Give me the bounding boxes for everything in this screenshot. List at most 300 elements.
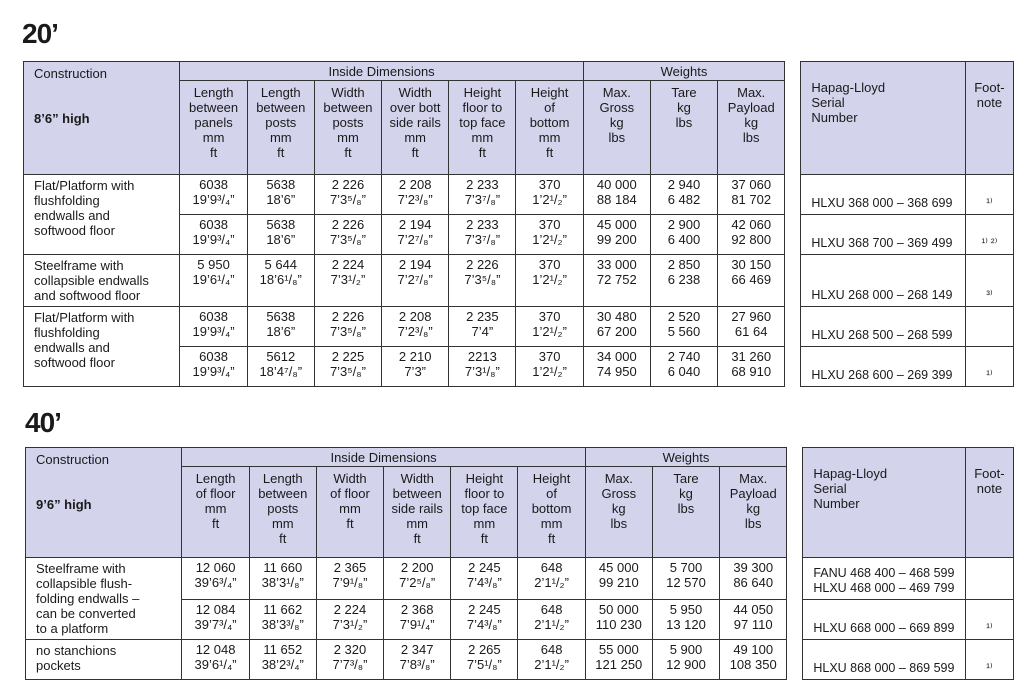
text-line: between bbox=[256, 100, 306, 115]
value-metric: 2 320 bbox=[333, 642, 367, 657]
text-line: Height bbox=[465, 471, 504, 486]
value-metric: 11 652 bbox=[263, 642, 303, 657]
value-metric: 5 700 bbox=[669, 560, 703, 575]
value-cell bbox=[180, 347, 247, 387]
value-metric: 45 000 bbox=[598, 560, 639, 575]
text-line: lbs bbox=[677, 501, 695, 516]
value-metric: 2 740 bbox=[667, 349, 701, 364]
text-line: softwood floor bbox=[34, 223, 115, 238]
value-metric: 2 245 bbox=[468, 602, 501, 617]
value-metric: 2 520 bbox=[667, 309, 701, 324]
value-imperial: 7’3” bbox=[404, 364, 427, 379]
value-cell bbox=[718, 255, 785, 307]
text-line: mm bbox=[202, 130, 225, 145]
serial-cell bbox=[803, 640, 965, 680]
serial-number: FANU 468 400 – 468 599 bbox=[813, 566, 955, 580]
value-cell bbox=[720, 600, 787, 640]
value-metric: 2 210 bbox=[398, 349, 432, 364]
value-metric: 2 194 bbox=[398, 257, 432, 272]
text-line: bottom bbox=[531, 501, 572, 516]
text-line: ft bbox=[478, 145, 486, 160]
value-imperial: 39’6¹/₄” bbox=[194, 657, 237, 672]
column-header bbox=[180, 81, 247, 175]
text-line: Steelframe with bbox=[34, 258, 124, 273]
value-metric: 2 226 bbox=[331, 177, 365, 192]
text-line: Number bbox=[813, 496, 860, 511]
text-line: Steelframe with bbox=[36, 561, 126, 576]
value-imperial: 7’2³/₈” bbox=[397, 192, 433, 207]
value-metric: 2 940 bbox=[667, 177, 701, 192]
value-imperial: 18’4⁷/₈” bbox=[259, 364, 303, 379]
value-cell bbox=[180, 175, 247, 215]
value-imperial: 7’2³/₈” bbox=[397, 324, 433, 339]
column-header bbox=[518, 467, 585, 558]
inside-dimensions-header: Inside Dimensions bbox=[180, 62, 583, 81]
value-imperial: 108 350 bbox=[729, 657, 777, 672]
value-imperial: 7’8³/₈” bbox=[399, 657, 435, 672]
value-imperial: 1’2¹/₂” bbox=[532, 324, 567, 339]
text-line: mm bbox=[473, 516, 496, 531]
value-imperial: 12 570 bbox=[666, 575, 706, 590]
value-imperial: 19’6¹/₄” bbox=[192, 272, 235, 287]
value-cell bbox=[583, 215, 650, 255]
text-line: over bott bbox=[389, 100, 441, 115]
value-cell bbox=[650, 215, 717, 255]
text-line: Height bbox=[463, 85, 502, 100]
footnote-cell: ¹⁾ ²⁾ bbox=[965, 215, 1013, 255]
value-imperial: 66 469 bbox=[731, 272, 772, 287]
construction-label: Construction bbox=[36, 452, 109, 467]
value-cell bbox=[516, 255, 583, 307]
value-imperial: 81 702 bbox=[731, 192, 772, 207]
value-metric: 5638 bbox=[266, 309, 296, 324]
table-row bbox=[26, 558, 1014, 600]
value-cell bbox=[650, 255, 717, 307]
value-cell bbox=[247, 307, 314, 347]
text-line: pockets bbox=[36, 658, 81, 673]
value-metric: 11 662 bbox=[263, 602, 303, 617]
value-metric: 5612 bbox=[266, 349, 296, 364]
serial-number: HLXU 468 000 – 469 799 bbox=[813, 581, 955, 595]
footnote-cell bbox=[965, 307, 1013, 347]
value-metric: 6038 bbox=[199, 309, 229, 324]
value-imperial: 92 800 bbox=[731, 232, 772, 247]
footnote-cell: ³⁾ bbox=[965, 255, 1013, 307]
section-title-40ft: 40’ bbox=[25, 407, 61, 438]
text-line: Flat/Platform with bbox=[34, 310, 135, 325]
text-line: Max. bbox=[602, 85, 631, 100]
text-line: Tare bbox=[673, 471, 699, 486]
column-header bbox=[316, 467, 383, 558]
column-header bbox=[585, 467, 652, 558]
value-metric: 31 260 bbox=[731, 349, 772, 364]
value-metric: 2 226 bbox=[331, 309, 365, 324]
value-cell bbox=[516, 175, 583, 215]
construction-type bbox=[26, 558, 182, 640]
value-imperial: 6 400 bbox=[667, 232, 701, 247]
value-imperial: 38’3³/₈” bbox=[261, 617, 304, 632]
value-imperial: 7’3¹/₈” bbox=[464, 364, 500, 379]
value-imperial: 7’9¹/₄” bbox=[399, 617, 435, 632]
text-line: of floor bbox=[195, 486, 236, 501]
text-line: flushfolding bbox=[34, 193, 100, 208]
value-imperial: 6 238 bbox=[667, 272, 701, 287]
text-line: between bbox=[258, 486, 308, 501]
column-header bbox=[249, 467, 316, 558]
text-line: Gross bbox=[601, 486, 637, 501]
column-header bbox=[247, 81, 314, 175]
column-header bbox=[384, 467, 451, 558]
value-imperial: 38’3¹/₈” bbox=[261, 575, 304, 590]
value-metric: 5 900 bbox=[669, 642, 703, 657]
value-metric: 2 208 bbox=[398, 309, 432, 324]
value-cell bbox=[516, 215, 583, 255]
serial-cell bbox=[803, 600, 965, 640]
value-cell bbox=[449, 175, 516, 215]
construction-header bbox=[24, 62, 180, 175]
value-metric: 2 208 bbox=[398, 177, 432, 192]
value-metric: 49 100 bbox=[733, 642, 774, 657]
text-line: can be converted bbox=[36, 606, 136, 621]
value-cell bbox=[449, 347, 516, 387]
text-line: softwood floor bbox=[34, 355, 115, 370]
value-cell bbox=[518, 600, 585, 640]
value-metric: 12 084 bbox=[195, 602, 236, 617]
text-line: Max. bbox=[739, 471, 768, 486]
table-row bbox=[24, 255, 1014, 307]
value-cell bbox=[451, 640, 518, 680]
value-cell bbox=[650, 347, 717, 387]
value-metric: 30 480 bbox=[596, 309, 637, 324]
value-metric: 5 644 bbox=[264, 257, 298, 272]
value-metric: 6038 bbox=[199, 177, 229, 192]
value-metric: 42 060 bbox=[731, 217, 772, 232]
text-line: kg bbox=[746, 501, 761, 516]
value-cell bbox=[583, 175, 650, 215]
value-cell bbox=[650, 175, 717, 215]
text-line: flushfolding bbox=[34, 325, 100, 340]
value-cell bbox=[583, 307, 650, 347]
text-line: ft bbox=[413, 531, 421, 546]
text-line: mm bbox=[204, 501, 227, 516]
value-metric: 2 224 bbox=[331, 257, 365, 272]
text-line: ft bbox=[344, 145, 352, 160]
value-cell bbox=[382, 175, 449, 215]
value-metric: 6038 bbox=[199, 217, 229, 232]
value-metric: 2 235 bbox=[466, 309, 499, 324]
value-imperial: 7’2⁵/₈” bbox=[399, 575, 436, 590]
column-header bbox=[449, 81, 516, 175]
value-imperial: 7’5¹/₈” bbox=[466, 657, 502, 672]
value-metric: 39 300 bbox=[733, 560, 774, 575]
text-line: ft bbox=[545, 145, 554, 160]
value-cell bbox=[316, 640, 383, 680]
value-metric: 12 060 bbox=[195, 560, 236, 575]
value-metric: 5638 bbox=[266, 177, 296, 192]
text-line: Serial bbox=[813, 481, 847, 496]
text-line: Flat/Platform with bbox=[34, 178, 135, 193]
text-line: posts bbox=[332, 115, 364, 130]
value-imperial: 39’7³/₄” bbox=[194, 617, 237, 632]
weights-header: Weights bbox=[585, 448, 787, 467]
value-cell bbox=[451, 558, 518, 600]
value-cell bbox=[182, 600, 249, 640]
text-line: mm bbox=[337, 130, 359, 145]
value-imperial: 7’7³/₈” bbox=[332, 657, 368, 672]
value-cell bbox=[382, 255, 449, 307]
text-line: floor to bbox=[462, 100, 503, 115]
value-imperial: 2’1¹/₂” bbox=[534, 657, 569, 672]
value-metric: 370 bbox=[538, 217, 561, 232]
value-metric: 2 850 bbox=[667, 257, 701, 272]
column-header bbox=[314, 81, 381, 175]
value-metric: 2 245 bbox=[468, 560, 501, 575]
construction-label: Construction bbox=[34, 66, 107, 81]
serial-number: HLXU 368 000 – 368 699 bbox=[811, 196, 953, 210]
value-metric: 648 bbox=[540, 642, 563, 657]
value-cell bbox=[314, 255, 381, 307]
column-header bbox=[382, 81, 449, 175]
height-label: 8’6” high bbox=[34, 111, 90, 126]
text-line: Foot- bbox=[974, 80, 1005, 95]
construction-type bbox=[24, 307, 180, 387]
value-metric: 2 233 bbox=[466, 177, 499, 192]
value-metric: 5 950 bbox=[197, 257, 230, 272]
value-imperial: 38’2³/₄” bbox=[261, 657, 304, 672]
value-metric: 370 bbox=[538, 257, 561, 272]
text-line: top face bbox=[459, 115, 506, 130]
value-imperial: 61 64 bbox=[734, 324, 768, 339]
value-metric: 37 060 bbox=[731, 177, 772, 192]
text-line: of bbox=[546, 486, 557, 501]
value-imperial: 74 950 bbox=[596, 364, 637, 379]
footnote-header bbox=[965, 448, 1013, 558]
value-metric: 2 365 bbox=[333, 560, 367, 575]
serial-cell bbox=[801, 255, 965, 307]
text-line: Number bbox=[811, 110, 858, 125]
table-row bbox=[24, 307, 1014, 347]
value-metric: 2 900 bbox=[667, 217, 701, 232]
text-line: Max. bbox=[737, 85, 766, 100]
construction-type bbox=[26, 640, 182, 680]
value-metric: 55 000 bbox=[598, 642, 639, 657]
value-imperial: 7’3⁵/₈” bbox=[329, 324, 367, 339]
value-cell bbox=[382, 307, 449, 347]
value-metric: 2 226 bbox=[466, 257, 499, 272]
value-imperial: 1’2¹/₂” bbox=[532, 192, 567, 207]
text-line: ft bbox=[547, 531, 556, 546]
value-metric: 2 194 bbox=[398, 217, 432, 232]
value-imperial: 19’9³/₄” bbox=[192, 364, 235, 379]
value-metric: 5638 bbox=[266, 217, 296, 232]
serial-number: HLXU 268 000 – 268 149 bbox=[811, 288, 953, 302]
table-40ft bbox=[25, 447, 1014, 680]
text-line: to a platform bbox=[36, 621, 109, 636]
value-cell bbox=[652, 640, 719, 680]
serial-cell bbox=[801, 215, 965, 255]
text-line: Max. bbox=[604, 471, 633, 486]
inside-dimensions-header: Inside Dimensions bbox=[182, 448, 585, 467]
column-header bbox=[516, 81, 583, 175]
value-cell bbox=[585, 640, 652, 680]
value-imperial: 7’3⁵/₈” bbox=[464, 272, 501, 287]
serial-cell bbox=[803, 558, 965, 600]
value-imperial: 18’6” bbox=[266, 232, 296, 247]
text-line: Width bbox=[331, 85, 365, 100]
value-cell bbox=[249, 600, 316, 640]
text-line: of bbox=[544, 100, 555, 115]
value-metric: 50 000 bbox=[598, 602, 639, 617]
text-line: of floor bbox=[330, 486, 370, 501]
serial-number: HLXU 268 600 – 269 399 bbox=[811, 368, 953, 382]
text-line: and softwood floor bbox=[34, 288, 141, 303]
value-cell bbox=[718, 175, 785, 215]
value-imperial: 18’6” bbox=[266, 192, 296, 207]
value-cell bbox=[180, 307, 247, 347]
value-cell bbox=[314, 307, 381, 347]
text-line: Length bbox=[195, 471, 236, 486]
value-metric: 370 bbox=[538, 349, 561, 364]
value-imperial: 18’6¹/₈” bbox=[259, 272, 302, 287]
value-imperial: 7’3⁷/₈” bbox=[464, 232, 501, 247]
text-line: Hapag-Lloyd bbox=[813, 466, 888, 481]
value-metric: 2 200 bbox=[400, 560, 434, 575]
value-metric: 6038 bbox=[199, 349, 229, 364]
text-line: bottom bbox=[529, 115, 570, 130]
value-metric: 33 000 bbox=[596, 257, 637, 272]
column-gap bbox=[787, 448, 803, 680]
column-header bbox=[650, 81, 717, 175]
value-imperial: 7’3⁷/₈” bbox=[464, 192, 501, 207]
column-header bbox=[652, 467, 719, 558]
text-line: between bbox=[323, 100, 373, 115]
value-cell bbox=[652, 558, 719, 600]
value-metric: 370 bbox=[538, 177, 561, 192]
value-imperial: 5 560 bbox=[667, 324, 701, 339]
value-cell bbox=[384, 600, 451, 640]
text-line: side rails bbox=[391, 501, 443, 516]
text-line: Height bbox=[532, 471, 571, 486]
text-line: lbs bbox=[675, 115, 693, 130]
text-line: between bbox=[188, 100, 239, 115]
column-header bbox=[583, 81, 650, 175]
text-line: lbs bbox=[608, 130, 626, 145]
height-label: 9’6” high bbox=[36, 497, 92, 512]
column-gap bbox=[785, 62, 801, 387]
value-cell bbox=[516, 347, 583, 387]
value-imperial: 6 040 bbox=[667, 364, 701, 379]
text-line: ft bbox=[480, 531, 488, 546]
text-line: mm bbox=[339, 501, 361, 516]
value-imperial: 7’3⁵/₈” bbox=[329, 232, 367, 247]
value-cell bbox=[247, 347, 314, 387]
value-metric: 2 233 bbox=[466, 217, 499, 232]
section-title-20ft: 20’ bbox=[22, 18, 58, 49]
value-imperial: 19’9³/₄” bbox=[192, 324, 235, 339]
text-line: Width bbox=[398, 85, 432, 100]
value-cell bbox=[182, 640, 249, 680]
serial-number: HLXU 668 000 – 669 899 bbox=[813, 621, 955, 635]
text-line: lbs bbox=[742, 130, 760, 145]
text-line: posts bbox=[265, 115, 297, 130]
serial-cell bbox=[801, 347, 965, 387]
text-line: Length bbox=[260, 85, 301, 100]
text-line: ft bbox=[279, 531, 287, 546]
value-cell bbox=[583, 347, 650, 387]
text-line: note bbox=[976, 481, 1003, 496]
serial-cell bbox=[801, 175, 965, 215]
value-imperial: 7’9¹/₈” bbox=[332, 575, 368, 590]
value-metric: 12 048 bbox=[195, 642, 236, 657]
footnote-cell: ¹⁾ bbox=[965, 600, 1013, 640]
value-cell bbox=[382, 347, 449, 387]
serial-number: HLXU 868 000 – 869 599 bbox=[813, 661, 955, 675]
footnote-cell bbox=[965, 558, 1013, 600]
text-line: ft bbox=[277, 145, 285, 160]
value-metric: 2 347 bbox=[400, 642, 434, 657]
text-line: mm bbox=[269, 130, 292, 145]
text-line: endwalls and bbox=[34, 208, 110, 223]
value-cell bbox=[249, 640, 316, 680]
serial-cell bbox=[801, 307, 965, 347]
value-metric: 11 660 bbox=[263, 560, 303, 575]
value-cell bbox=[451, 600, 518, 640]
value-imperial: 88 184 bbox=[596, 192, 637, 207]
text-line: between bbox=[392, 486, 442, 501]
value-cell bbox=[384, 640, 451, 680]
value-cell bbox=[516, 307, 583, 347]
value-cell bbox=[384, 558, 451, 600]
text-line: Length bbox=[193, 85, 234, 100]
footnote-cell: ¹⁾ bbox=[965, 640, 1013, 680]
value-cell bbox=[314, 175, 381, 215]
text-line: mm bbox=[540, 516, 563, 531]
value-imperial: 7’4³/₈” bbox=[466, 575, 502, 590]
value-cell bbox=[247, 255, 314, 307]
text-line: Width bbox=[400, 471, 434, 486]
text-line: note bbox=[976, 95, 1003, 110]
value-imperial: 2’1¹/₂” bbox=[534, 617, 569, 632]
value-metric: 27 960 bbox=[731, 309, 772, 324]
value-cell bbox=[720, 640, 787, 680]
text-line: Serial bbox=[811, 95, 845, 110]
value-imperial: 121 250 bbox=[595, 657, 643, 672]
column-header bbox=[451, 467, 518, 558]
value-metric: 370 bbox=[538, 309, 561, 324]
value-imperial: 7’4” bbox=[471, 324, 494, 339]
value-cell bbox=[247, 175, 314, 215]
value-cell bbox=[585, 600, 652, 640]
value-imperial: 39’6³/₄” bbox=[194, 575, 237, 590]
value-imperial: 1’2¹/₂” bbox=[532, 232, 567, 247]
text-line: kg bbox=[609, 115, 624, 130]
serial-header bbox=[803, 448, 965, 558]
construction-header bbox=[26, 448, 182, 558]
text-line: collapsible flush- bbox=[36, 576, 133, 591]
value-metric: 30 150 bbox=[731, 257, 772, 272]
column-header bbox=[182, 467, 249, 558]
value-cell bbox=[449, 307, 516, 347]
text-line: ft bbox=[209, 145, 218, 160]
text-line: mm bbox=[271, 516, 294, 531]
value-imperial: 7’3¹/₂” bbox=[330, 272, 366, 287]
value-cell bbox=[180, 255, 247, 307]
value-imperial: 1’2¹/₂” bbox=[532, 364, 567, 379]
value-cell bbox=[518, 558, 585, 600]
value-cell bbox=[449, 215, 516, 255]
value-imperial: 1’2¹/₂” bbox=[532, 272, 567, 287]
weights-header: Weights bbox=[583, 62, 785, 81]
